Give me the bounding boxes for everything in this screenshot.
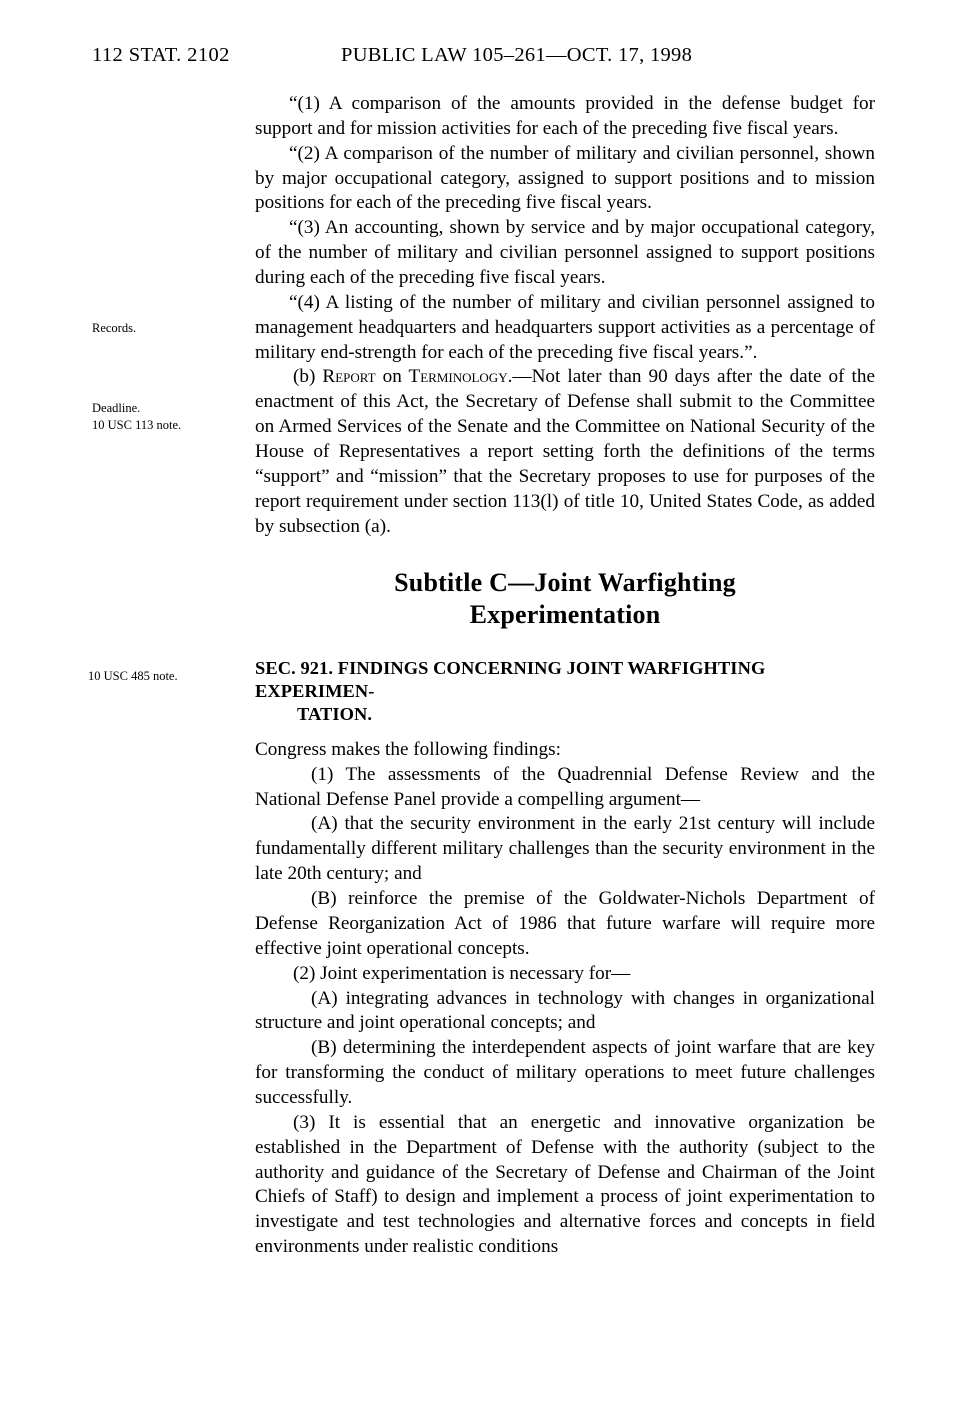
para-b-label-a: (b) R: [293, 366, 336, 388]
finding-1-b: (B) reinforce the premise of the Goldwater-Nichols Department of Defense Reorganization Act of 1986 that future warfare will require more effective joint operational concepts.: [255, 888, 875, 959]
statute-number: 112 STAT. 2102: [92, 44, 230, 66]
section-heading: [255, 657, 875, 726]
finding-2-a: (A) integrating advances in technology with changes in organizational structure and joint operational concepts; and: [255, 987, 875, 1034]
paragraph-b-report-on-terminology: [255, 365, 875, 539]
finding-3: (3) It is essential that an energetic and innovative organization be established in the Department of Defense with the authority (subject to the authority and guidance of the Secretary of Defense and Chairman of the Joint Chiefs of Staff) to design and implement a process of joint experimentation to investigate and test technologies and alternative forces and concepts in field environments under realistic conditions: [255, 1111, 875, 1258]
sidenote-records: Records.: [92, 321, 137, 335]
para-b-body-text: .—Not later than 90 days after the date of the enactment of this Act, the Secretary of Defense shall submit to the Committee on Armed Services of the Senate and the Committee on National Security of the House of Representatives a report setting forth the definitions of the terms “support” and “mission” that the Secretary proposes to use for purposes of the report requirement under section 113(l) of title 10, United States Code, as added by subsection (a).: [255, 366, 876, 537]
paragraph-3: “(3) An accounting, shown by service and by major occupational category, of the number of military and civilian personnel assigned to support positions during each of the preceding five fiscal years.: [255, 217, 875, 289]
main-text-column: [255, 92, 875, 1260]
page-running-head: [0, 44, 957, 74]
section-heading-line-2: TATION.: [297, 703, 373, 724]
section-heading-line-1: SEC. 921. FINDINGS CONCERNING JOINT WARFIGHTING EXPERIMEN-: [255, 657, 766, 701]
finding-1-a: (A) that the security environment in the early 21st century will include fundamentally different military challenges than the security environment in the late 20th century; and: [255, 813, 875, 885]
finding-2: (2) Joint experimentation is necessary for—: [293, 962, 631, 984]
para-b-label-smallcaps-1: eport: [335, 366, 376, 388]
para-b-label-smallcaps-2: erminology: [420, 366, 508, 388]
findings-intro: Congress makes the following findings:: [255, 738, 561, 760]
subtitle-line-2: Experimentation: [469, 600, 661, 630]
paragraph-2: “(2) A comparison of the number of military and civilian personnel, shown by major occupational category, assigned to support positions and to mission positions for each of the preceding five fiscal years.: [255, 142, 875, 214]
public-law-title: PUBLIC LAW 105–261—OCT. 17, 1998: [341, 44, 693, 66]
finding-1: (1) The assessments of the Quadrennial Defense Review and the National Defense Panel provide a compelling argument—: [255, 763, 875, 810]
sidenote-deadline: Deadline.: [92, 401, 141, 415]
para-b-label-b: on T: [375, 366, 421, 388]
sidenote-usc-485: 10 USC 485 note.: [88, 669, 178, 683]
finding-2-b: (B) determining the interdependent aspects of joint warfare that are key for transforming the conduct of military operations to meet future challenges successfully.: [255, 1037, 875, 1108]
sidenote-usc-113: 10 USC 113 note.: [92, 418, 182, 432]
paragraph-1: “(1) A comparison of the amounts provided in the defense budget for support and for mission activities for each of the preceding five fiscal years.: [255, 93, 875, 139]
subtitle-heading: [255, 567, 875, 630]
paragraph-4: “(4) A listing of the number of military and civilian personnel assigned to management headquarters and headquarters support activities as a percentage of military end-strength for each of the preceding five fiscal years.”.: [255, 291, 875, 363]
subtitle-line-1: Subtitle C—Joint Warfighting: [394, 568, 736, 598]
